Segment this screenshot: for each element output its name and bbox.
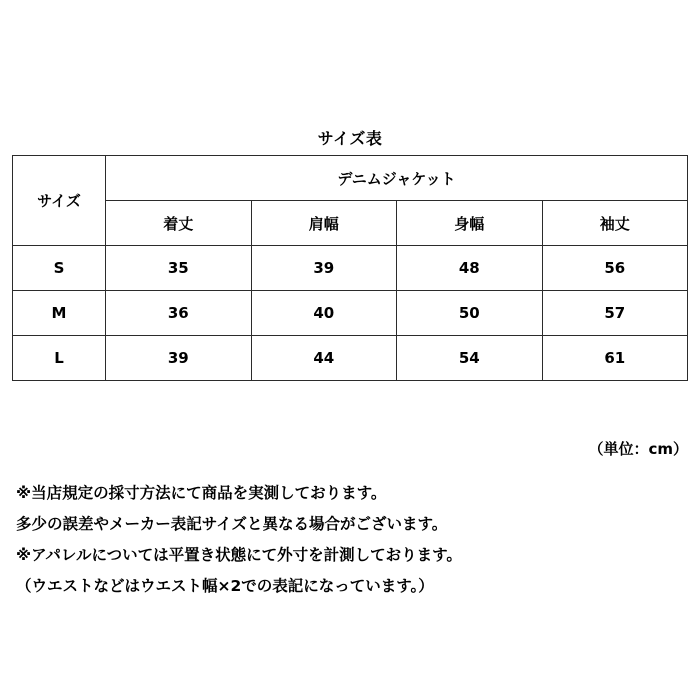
note-line-4: （ウエストなどはウエスト幅×2での表記になっています。） xyxy=(16,577,434,595)
table-header-row-group xyxy=(13,156,688,201)
cell-l-sleeve: 61 xyxy=(542,336,688,381)
header-cell-chest: 身幅 xyxy=(397,201,543,246)
cell-l-length: 39 xyxy=(106,336,252,381)
row-label-s: S xyxy=(13,246,106,291)
cell-s-length: 35 xyxy=(106,246,252,291)
row-label-m: M xyxy=(13,291,106,336)
table-header-row-columns xyxy=(13,201,688,246)
cell-s-shoulder: 39 xyxy=(251,246,397,291)
cell-m-length: 36 xyxy=(106,291,252,336)
table-row xyxy=(13,246,688,291)
header-cell-size: サイズ xyxy=(13,156,106,246)
size-table xyxy=(12,155,688,381)
table-row xyxy=(13,291,688,336)
note-line-2: 多少の誤差やメーカー表記サイズと異なる場合がございます。 xyxy=(16,515,448,533)
note-line-3: ※アパレルについては平置き状態にて外寸を計測しております。 xyxy=(16,546,462,564)
row-label-l: L xyxy=(13,336,106,381)
table-row xyxy=(13,336,688,381)
cell-s-sleeve: 56 xyxy=(542,246,688,291)
cell-m-sleeve: 57 xyxy=(542,291,688,336)
cell-l-shoulder: 44 xyxy=(251,336,397,381)
unit-note: （単位：cm） xyxy=(588,440,688,458)
page-title: サイズ表 xyxy=(317,129,383,148)
cell-l-chest: 54 xyxy=(397,336,543,381)
cell-s-chest: 48 xyxy=(397,246,543,291)
cell-m-shoulder: 40 xyxy=(251,291,397,336)
header-cell-length: 着丈 xyxy=(106,201,252,246)
header-cell-product-group: デニムジャケット xyxy=(106,156,688,201)
header-cell-sleeve: 袖丈 xyxy=(542,201,688,246)
header-cell-shoulder: 肩幅 xyxy=(251,201,397,246)
notes-block xyxy=(16,478,686,602)
cell-m-chest: 50 xyxy=(397,291,543,336)
note-line-1: ※当店規定の採寸方法にて商品を実測しております。 xyxy=(16,484,387,502)
